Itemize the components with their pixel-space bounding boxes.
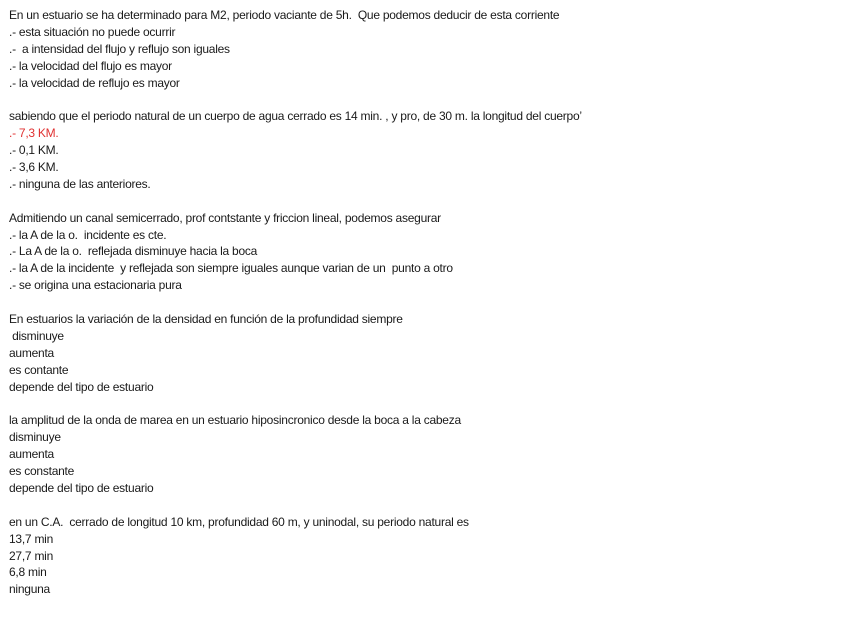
question-text: En estuarios la variación de la densidad en función de la profundidad siempre: [9, 312, 403, 327]
blank-line: [9, 294, 839, 311]
answer-option: ninguna: [9, 582, 50, 597]
question-text: En un estuario se ha determinado para M2, periodo vaciante de 5h. Que podemos deducir de esta corriente: [9, 8, 560, 22]
answer-option: 27,7 min: [9, 548, 54, 563]
answer-option: 13,7 min: [9, 531, 54, 546]
answer-option: .- 3,6 KM.: [9, 160, 59, 175]
answer-option: .- la velocidad de reflujo es mayor: [9, 75, 180, 90]
question-text: en un C.A. cerrado de longitud 10 km, profundidad 60 m, y uninodal, su periodo natural es: [9, 514, 469, 529]
answer-option: .- La A de la o. reflejada disminuye hacia la boca: [9, 244, 258, 259]
blank-line: [9, 395, 839, 412]
answer-option: disminuye: [9, 430, 61, 445]
answer-option: .- ninguna de las anteriores.: [9, 176, 151, 191]
answer-option: .- la A de la o. incidente es cte.: [9, 227, 167, 242]
question-text: la amplitud de la onda de marea en un estuario hiposincronico desde la boca a la cabeza: [9, 413, 461, 428]
answer-option: .- se origina una estacionaria pura: [9, 278, 182, 293]
answer-option: .- 0,1 KM.: [9, 143, 59, 158]
document-page: [9, 7, 839, 598]
answer-option: .- a intensidad del flujo y reflujo son iguales: [9, 41, 230, 56]
question-text: sabiendo que el periodo natural de un cuerpo de agua cerrado es 14 min. , y pro, de 30 m. la longitud del cuerpo’: [9, 109, 582, 124]
question-text: Admitiendo un canal semicerrado, prof contstante y friccion lineal, podemos asegurar: [9, 210, 441, 225]
answer-option: .- la velocidad del flujo es mayor: [9, 58, 172, 73]
answer-option: depende del tipo de estuario: [9, 379, 154, 394]
answer-option: 6,8 min: [9, 565, 47, 580]
blank-line: [9, 497, 839, 514]
blank-line: [9, 91, 839, 108]
highlighted-answer-option: .- 7,3 KM.: [9, 126, 59, 141]
answer-option: aumenta: [9, 447, 54, 462]
answer-option: depende del tipo de estuario: [9, 480, 154, 495]
answer-option: aumenta: [9, 345, 54, 360]
answer-option: .- esta situación no puede ocurrir: [9, 24, 176, 39]
answer-option: disminuye: [9, 328, 64, 343]
answer-option: .- la A de la incidente y reflejada son siempre iguales aunque varian de un punto a otro: [9, 261, 453, 276]
answer-option: es constante: [9, 464, 75, 479]
blank-line: [9, 193, 839, 210]
answer-option: es contante: [9, 362, 69, 377]
